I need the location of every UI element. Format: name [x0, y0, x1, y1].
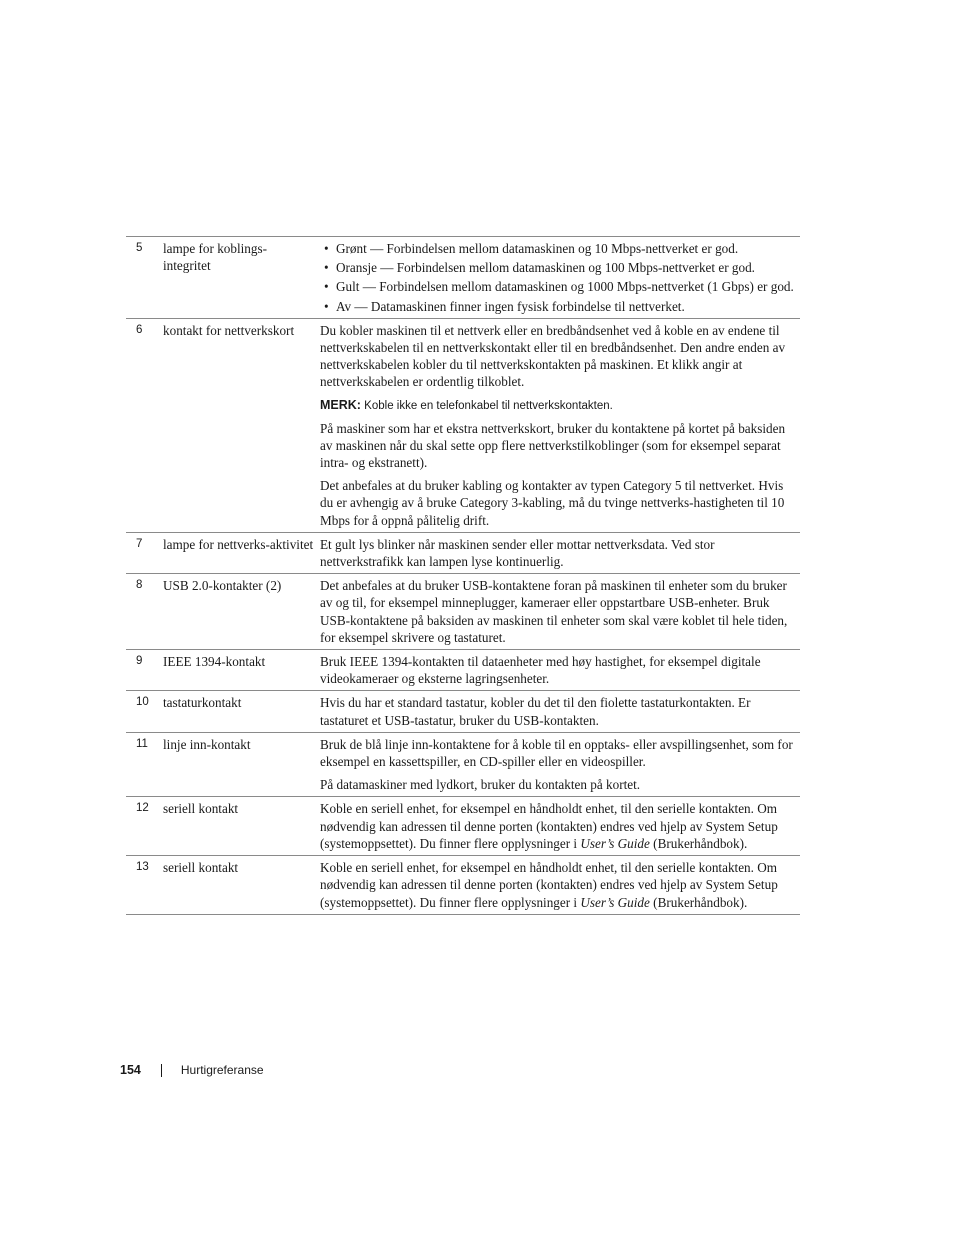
item-number: 7 — [126, 532, 163, 573]
description-paragraph — [320, 800, 796, 852]
description-text: (Brukerhåndbok). — [649, 835, 748, 851]
item-number: 10 — [126, 691, 163, 732]
item-description — [320, 797, 800, 856]
bullet-icon: • — [324, 260, 329, 276]
item-description — [320, 532, 800, 573]
description-paragraph: Bruk IEEE 1394-kontakten til dataenheter med høy hastighet, for eksempel digitale videokameraer og eksterne lagringsenheter. — [320, 654, 761, 687]
item-description — [320, 574, 800, 650]
item-name: seriell kontakt — [163, 797, 320, 856]
item-description — [320, 650, 800, 691]
note-label: MERK: — [320, 397, 361, 412]
section-title: Hurtigreferanse — [180, 1063, 264, 1077]
description-paragraph: Du kobler maskinen til et nettverk eller en bredbåndsenhet ved å koble en av endene til nettverkskabelen til en nettverkskontakt eller til en bredbåndsenhet. Den andre enden av nettverkskabelen kobler du til nettverkskontakten på maskinen. Et klikk angir at nettverkskabelen er ordentlig tilkoblet. — [320, 322, 786, 390]
item-description — [320, 237, 800, 319]
item-name: seriell kontakt — [163, 856, 320, 915]
item-number: 13 — [126, 856, 163, 915]
description-paragraph: Det anbefales at du bruker USB-kontaktene foran på maskinen til enheter som du bruker av og til, for eksempel minneplugger, kameraer eller oppstartbare USB-enheter. Bruk USB-kontaktene på baksiden av maskinen til enheter som skal være koblet til hele tiden, for eksempel skrivere og tastaturet. — [320, 578, 788, 645]
list-item — [320, 259, 796, 276]
item-description — [320, 318, 800, 532]
item-name: USB 2.0-kontakter (2) — [163, 574, 320, 650]
list-item — [320, 278, 796, 295]
item-number: 11 — [126, 732, 163, 797]
item-description — [320, 691, 800, 732]
list-item — [320, 240, 796, 257]
description-text: Koble en seriell enhet, for eksempel en håndholdt enhet, til den serielle kontakten. Om nødvendig kan adressen til denne porten (kontakten) endres ved hjelp av System Setup (systemoppsettet). Du finner flere opplysninger i — [320, 801, 778, 851]
description-paragraph: Et gult lys blinker når maskinen sender eller mottar nettverksdata. Ved stor nettverkstrafikk kan lampen lyse kontinuerlig. — [320, 536, 715, 570]
item-number: 9 — [126, 650, 163, 691]
description-text: (Brukerhåndbok). — [649, 894, 748, 910]
guide-title: User’s Guide — [580, 835, 650, 851]
item-name: lampe for koblings-integritet — [163, 241, 268, 274]
item-name: lampe for nettverks-aktivitet — [163, 532, 320, 573]
page-footer — [120, 1062, 264, 1078]
footer-divider — [161, 1064, 162, 1077]
bullet-icon: • — [324, 279, 329, 295]
description-paragraph: Bruk de blå linje inn-kontaktene for å koble til en opptaks- eller avspillingsenhet, som for eksempel en kassettspiller, en CD-spiller eller en videospiller. — [320, 736, 793, 770]
description-paragraph: På datamaskiner med lydkort, bruker du kontakten på kortet. — [320, 777, 641, 793]
table-row — [126, 797, 800, 856]
table-row — [126, 574, 800, 650]
item-number: 8 — [126, 574, 163, 650]
table-row — [126, 237, 800, 319]
note-text: Koble ikke en telefonkabel til nettverkskontakten. — [364, 399, 613, 412]
table-row — [126, 318, 800, 532]
description-paragraph: Det anbefales at du bruker kabling og kontakter av typen Category 5 til nettverket. Hvis du er avhengig av å bruke Category 3-kabling, må du tvinge nettverks-hastigheten til 10 Mbps for å oppnå pålitelig drift. — [320, 478, 785, 528]
note — [320, 397, 796, 414]
list-item-text: Oransje — Forbindelsen mellom datamaskinen og 100 Mbps-nettverket er god. — [336, 260, 755, 276]
item-number: 6 — [126, 318, 163, 532]
item-number: 12 — [126, 797, 163, 856]
description-text: Koble en seriell enhet, for eksempel en håndholdt enhet, til den serielle kontakten. Om nødvendig kan adressen til denne porten (kontakten) endres ved hjelp av System Setup (systemoppsettet). Du finner flere opplysninger i — [320, 860, 778, 910]
description-paragraph: Hvis du har et standard tastatur, kobler du det til den fiolette tastaturkontakten. Er tastaturet et USB-tastatur, bruker du USB-kontakten. — [320, 695, 751, 728]
bullet-list — [320, 240, 796, 315]
connector-table — [126, 236, 800, 915]
item-name: kontakt for nettverkskort — [163, 318, 320, 532]
table-row — [126, 732, 800, 797]
item-name: IEEE 1394-kontakt — [163, 650, 320, 691]
item-name: linje inn-kontakt — [163, 732, 320, 797]
item-description — [320, 856, 800, 915]
item-number: 5 — [136, 242, 143, 254]
bullet-icon: • — [324, 298, 329, 314]
page-number: 154 — [120, 1063, 141, 1077]
table-row — [126, 691, 800, 732]
item-name: tastaturkontakt — [163, 691, 320, 732]
description-paragraph: På maskiner som har et ekstra nettverkskort, bruker du kontaktene på kortet på baksiden av maskinen når du skal sette opp flere nettverkstilkoblinger (som for eksempel separat intra- og ekstranett). — [320, 420, 786, 471]
table-row — [126, 650, 800, 691]
table-row — [126, 532, 800, 573]
bullet-icon: • — [324, 241, 329, 256]
list-item-text: Grønt — Forbindelsen mellom datamaskinen og 10 Mbps-nettverket er god. — [336, 241, 739, 256]
table-row — [126, 856, 800, 915]
item-description — [320, 732, 800, 797]
guide-title: User’s Guide — [580, 894, 650, 910]
description-paragraph — [320, 859, 796, 911]
list-item — [320, 298, 796, 315]
list-item-text: Gult — Forbindelsen mellom datamaskinen og 1000 Mbps-nettverket (1 Gbps) er god. — [336, 279, 794, 295]
list-item-text: Av — Datamaskinen finner ingen fysisk forbindelse til nettverket. — [336, 298, 685, 314]
